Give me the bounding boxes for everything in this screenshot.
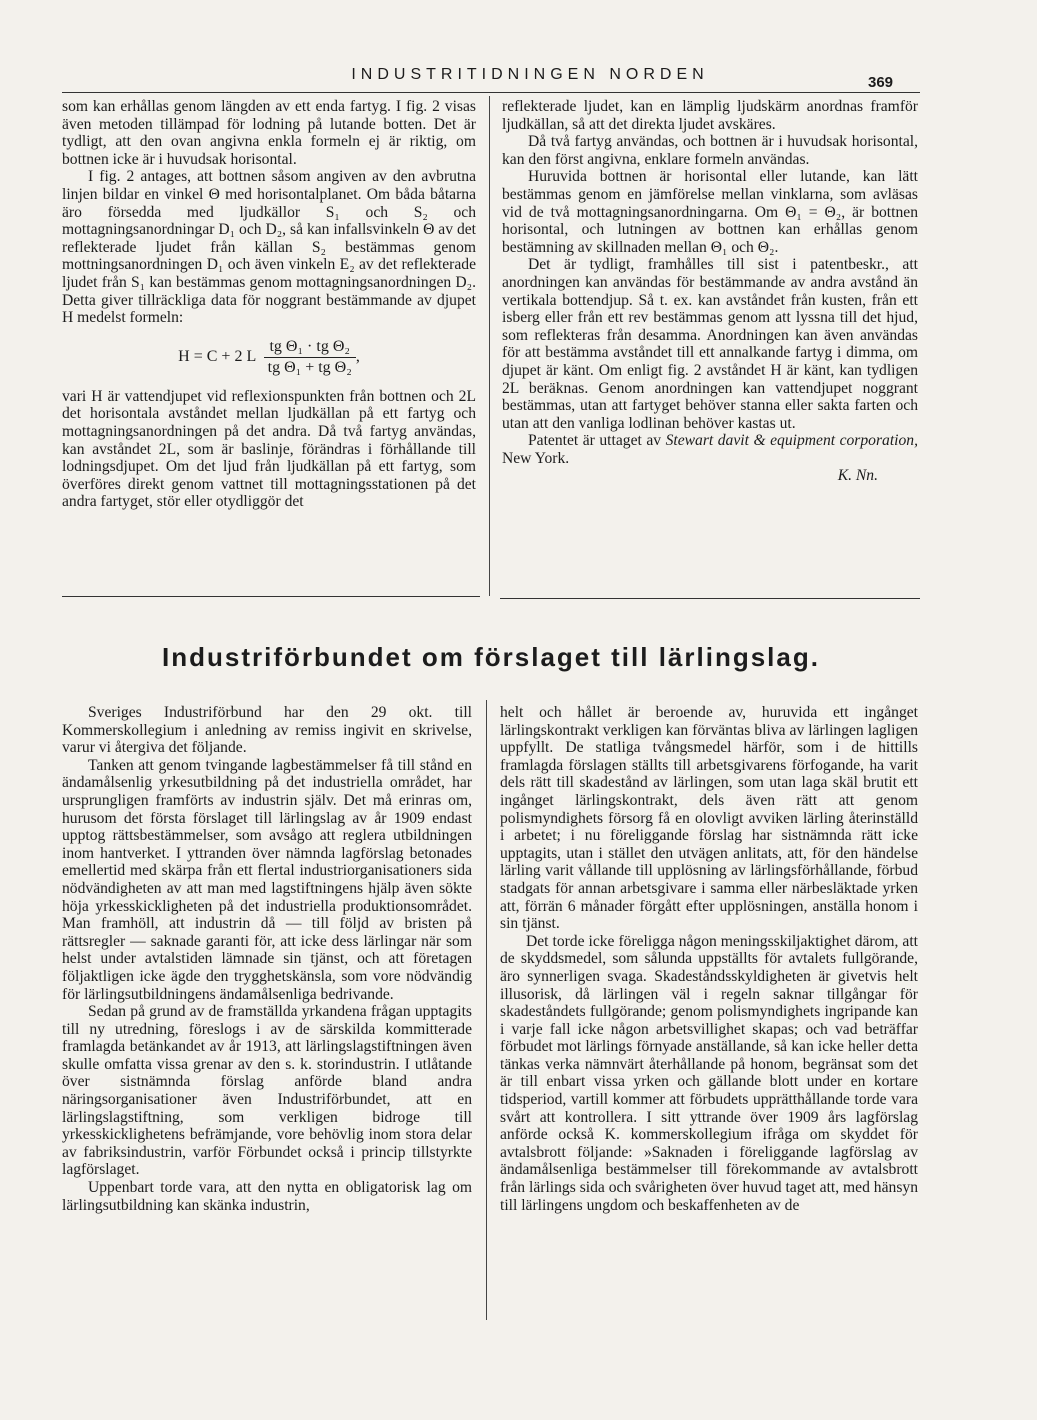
column-divider-bottom [486,700,487,1320]
article1-left-column [62,98,476,511]
article2-right-para-2: Det torde icke föreligga någon meningsskiljaktighet därom, att de skyddsmedel, som sålunda uppställts för avtalets fullgörande, äro synnerligen svaga. Skadeståndsskyldigheten är givetvis helt illusorisk, då lärlingen väl i regeln saknar tillgångar för skadeståndets fullgörande; genom polismyndighets ingripande kan i varje fall icke någon arbetsvillighet skapas; och vad beträffar förbudet mot lärlings förnyade anställande, så kan icke heller detta tänkas verka nämnvärt återhållande på honom, begränsat som det är till enbart vissa yrken och gällande blott under en kortare tidsperiod, vartill kommer att förbudets upprätthållande torde vara svårt att kontrollera. I sitt yttrande över 1909 års lagförslag anförde också K. kommerskollegium ifråga om skyddet för avtalsbrott följande: »Saknaden i föreliggande lagförslag av ändamålsenliga bestämmelser till förekommande av avtalsbrott från lärlings sida och svårigheten över huvud taget att, med hänsyn till lärlingens ungdom och beskaffenheten av de [500,932,918,1214]
article2-left-column [62,704,472,1214]
article1-right-para-3: Huruvida bottnen är horisontal eller lutande, kan lätt bestämmas genom en jämförelse mellan vinklarna, som avläsas vid de två mottagningsanordningarna. Om Θ₁ = Θ₂, är bottnen horisontal, och lutningen av bottnen kan erhållas genom bestämning av skillnaden mellan Θ₁ och Θ₂. [502,168,918,256]
formula-denominator: tg Θ₁ + tg Θ₂ [267,358,352,376]
formula-fraction [264,337,356,378]
patent-text-end: New York. [502,449,570,467]
formula-lhs: H = C + 2 L [178,347,256,365]
article1-right-column [502,98,918,485]
header-rule [62,92,920,93]
formula-numerator: tg Θ₁ · tg Θ₂ [264,337,356,358]
section-rule-right [500,598,920,599]
article1-right-para-4: Det är tydligt, framhålles till sist i patentbeskr., att anordningen kan användas för bestämmande av andra avstånd än vertikala bottendjup. Så t. ex. kan avståndet från kusten, från ett isberg eller från ett rev bestämmas genom att lyssna till det hjud, som reflekteras från desamma. Anordningen kan även användas för att bestämma avståndet till ett annalkande fartyg i dimma, om djupet är känt. Om enligt fig. 2 avståndet H är känt, kan tydligen 2L beräknas. Genom anordningen kan vattendjupet noggrant bestämmas, utan att fartyget behöver stanna eller sakta farten och utan att den vanliga lodlinan behöver kastas ut. [502,256,918,432]
article1-right-para-2: Då två fartyg användas, och bottnen är i huvudsak horisontal, kan den först angivna, enklare formeln användas. [502,133,918,168]
article1-left-para-1: som kan erhållas genom längden av ett enda fartyg. I fig. 2 visas även metoden tillämpad för lodning på lutande botten. Det är tydligt, att den ovan angivna enkla formeln ej är riktig, om bottnen icke är i huvudsak horisontal. [62,98,476,168]
column-divider-top [489,96,490,596]
page-number: 369 [868,74,894,91]
article2-left-para-1: Sveriges Industriförbund har den 29 okt. till Kommerskollegium i anledning av remiss ingivit en skrivelse, varur vi återgiva det följande. [62,704,472,757]
article2-right-column [500,704,918,1214]
section-rule-left [62,596,480,597]
formula-comma: , [355,347,360,365]
article1-left-para-2: I fig. 2 antages, att bottnen såsom angiven av den avbrutna linjen bildar en vinkel Θ med horisontalplanet. Om båda båtarna äro försedda med ljudkällor S₁ och S₂ och mottagningsanordningar D₁ och D₂, så kan infallsvinkeln Θ av det reflekterade ljudet från källan S₂ bestämmas genom mottningsanordningen D₁ och även vinkeln E₂ av det reflekterade ljudet från S₁ kan bestämmas genom mottagningsanordningen D₂. Detta giver tillräckliga data för noggrant bestämmande av djupet H medelst formeln: [62,168,476,327]
article1-right-para-1: reflekterade ljudet, kan en lämplig ljudskärm anordnas framför ljudkällan, så att det direkta ljudet avskäres. [502,98,918,133]
depth-formula [62,337,476,378]
article2-right-para-1: helt och hållet är beroende av, huruvida ett ingånget lärlingskontrakt verkligen kan förväntas bliva av lärlingen lagligen uppfyllt. De statliga tvångsmedel härför, som i de hittills framlagda förslagen ställts till arbetsgivarens förfogande, ha varit dels rätt till skadestånd av lärlingen, som utan laga skäl brutit ett ingånget lärlingskontrakt, dels även rätt att genom polismyndighets försorg få en olovligt avviken lärling återinställd i arbetet; i nu föreliggande förslag har sistnämnda rätt icke upptagits, utan i stället den utvägen anlitats, att, för den händelse lärling varit vållande till upplösning av lärlingsförhållande, förbud stadgats för annan arbetsgivare i samma eller närbesläktade yrken att, förrän 6 månader förgått efter upplösningen, anställa honom i sin tjänst. [500,704,918,933]
article2-left-para-4: Uppenbart torde vara, att den nytta en obligatorisk lag om lärlingsutbildning kan skänka industrin, [62,1179,472,1214]
author-signature: K. Nn. [837,467,878,485]
patent-holder: Stewart davit & equipment corporation, [665,432,918,450]
patent-text-start: Patentet är uttaget av [528,432,666,450]
article1-right-para-5 [502,432,918,467]
article1-left-para-3: vari H är vattendjupet vid reflexionspunkten från bottnen och 2L det horisontala avståndet mellan ljudkällan på ett fartyg och mottagningsanordningen på det andra. Då två fartyg användas, kan avståndet 2L, som är baslinje, förändras i förhållande till lodningsdjupet. Om det ljud från ljudkällan på ett fartyg, som överföres direkt genom vattnet till mottagningsstationen på det andra fartyget, stör eller otydliggör det [62,387,476,511]
article2-left-para-2: Tanken att genom tvingande lagbestämmelser få till stånd en ändamålsenlig yrkesutbildning på det industriella området, har ursprungligen framförts av industrin själv. Det må erinras om, hurusom det första förslaget till lärlingslag av år 1909 endast upptog rättsbestämmelser, som avsågo att reglera utbildningen inom hantverket. I yttranden över nämnda lagförslag betonades emellertid med skärpa från ett flertal industriorganisationers sida nödvändigheten av att man med lagstiftningens hjälp även sökte höja yrkesskickligheten på det industriella produktionsområdet. Man framhöll, att industrin då — till följd av bristen på rättsregler — saknade garanti för, att icke dess lärlingar när som helst under avtalstiden lämnade sin tjänst, och att företagen följaktligen icke ägde den trygghetskänsla, som vore nödvändig för lärlingsutbildningens ändamålsenliga bedrivande. [62,756,472,1003]
article2-left-para-3: Sedan på grund av de framställda yrkandena frågan upptagits till ny utredning, föreslogs i av de särskilda kommitterade framlagda betänkandet av år 1913, att lärlingslagstiftningen även skulle omfatta vissa grenar av den s. k. storindustrin. I utlåtande över sistnämnda förslag anförde bland andra näringsorganisationer även Industriförbundet, att en lärlingslagstiftning, som verkligen bidroge till yrkesskicklighetens befrämjande, vore behövlig inom stora delar av fabriksindustrin, varför Förbundet också i princip tillstyrkte lagförslaget. [62,1003,472,1179]
running-header: INDUSTRITIDNINGEN NORDEN [351,66,709,83]
article-title: Industriförbundet om förslaget till lärlingslag. [162,642,820,672]
